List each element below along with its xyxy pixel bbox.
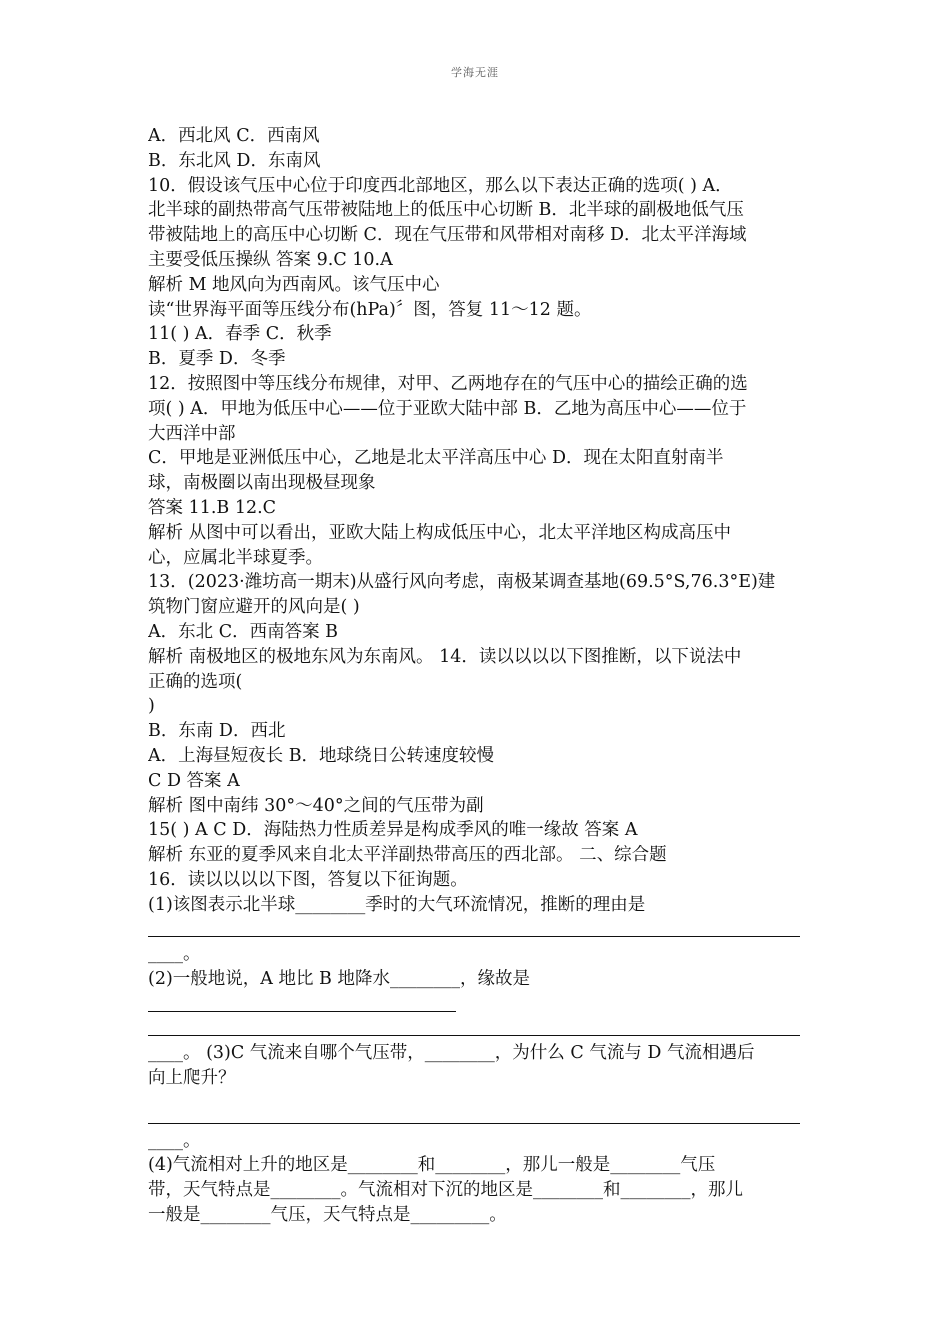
- text-line: ____。: [148, 1130, 201, 1151]
- text-line: B．东南 D．西北: [148, 721, 286, 742]
- text-line: 带，天气特点是________。气流相对下沉的地区是________和________，那儿: [148, 1180, 743, 1201]
- question-10-line: 10．假设该气压中心位于印度西北部地区，那么以下表达正确的选项( ) A．: [148, 175, 733, 196]
- text-line: 球，南极圈以南出现极昼现象: [148, 473, 376, 494]
- page-header-watermark: 学海无涯: [451, 66, 499, 79]
- question-15-line: 15( ) A C D．海陆热力性质差异是构成季风的唯一缘故 答案 A: [148, 820, 638, 841]
- sub-question-1-line: (1)该图表示北半球________季时的大气环流情况，推断的理由是: [148, 894, 646, 915]
- document-body: [148, 124, 803, 1228]
- sub-question-4-line: (4)气流相对上升的地区是________和________，那儿一般是________气压: [148, 1155, 716, 1176]
- question-16-line: 16．读以以以以下图，答复以下征询题。: [148, 869, 468, 890]
- sub-question-2-line: (2)一般地说，A 地比 B 地降水________，缘故是: [148, 969, 530, 990]
- question-11-line: 11( ) A．春季 C．秋季: [148, 324, 332, 345]
- text-line: A．上海昼短夜长 B．地球绕日公转速度较慢: [148, 745, 495, 766]
- text-line: C．甲地是亚洲低压中心，乙地是北太平洋高压中心 D．现在太阳直射南半: [148, 448, 724, 469]
- text-line: ): [148, 696, 155, 717]
- answer-blank-line[interactable]: [148, 992, 803, 1017]
- text-line: A．西北风 C．西南风: [148, 126, 320, 146]
- text-line: 一般是________气压，天气特点是_________。: [148, 1205, 507, 1226]
- answer-line: C D 答案 A: [148, 770, 240, 791]
- question-13-line: 13．(2023·潍坊高一期末)从盛行风向考虑，南极某调查基地(69.5°S,76.3°E)建: [148, 572, 776, 593]
- explanation-line: 解析 从图中可以看出，亚欧大陆上构成低压中心，北太平洋地区构成高压中: [148, 522, 732, 543]
- explanation-line: 解析 图中南纬 30°～40°之间的气压带为副: [148, 795, 484, 816]
- explanation-line: 解析 东亚的夏季风来自北太平洋副热带高压的西北部。 二、综合题: [148, 845, 667, 866]
- text-line: ____。: [148, 944, 201, 965]
- text-line: 大西洋中部: [148, 423, 236, 444]
- text-line: 心，应属北半球夏季。: [148, 547, 323, 568]
- explanation-line: 解析 南极地区的极地东风为东南风。 14．读以以以以下图推断，以下说法中: [148, 646, 742, 667]
- answer-blank-line[interactable]: [148, 1104, 803, 1129]
- text-line: B．东北风 D．东南风: [148, 150, 321, 171]
- answer-line: 答案 11.B 12.C: [148, 497, 277, 518]
- text-line: 项( ) A．甲地为低压中心——位于亚欧大陆中部 B．乙地为高压中心——位于: [148, 398, 747, 419]
- text-line: 读“世界海平面等压线分布(hPa)〞图，答复 11～12 题。: [148, 299, 592, 320]
- text-line: 带被陆地上的高压中心切断 C．现在气压带和风带相对南移 D．北太平洋海域: [148, 225, 747, 246]
- text-line: 正确的选项(: [148, 671, 243, 692]
- sub-question-3-line: ____。 (3)C 气流来自哪个气压带，________，为什么 C 气流与 D 气流相遇后: [148, 1043, 755, 1064]
- text-line: 筑物门窗应避开的风向是( ): [148, 597, 360, 618]
- answer-line: A．东北 C．西南答案 B: [148, 621, 339, 642]
- text-line: 向上爬升？: [148, 1068, 236, 1089]
- text-line: B．夏季 D．冬季: [148, 349, 286, 370]
- answer-blank-line[interactable]: [148, 1017, 803, 1042]
- answer-blank-line[interactable]: [148, 918, 803, 943]
- question-12-line: 12．按照图中等压线分布规律，对甲、乙两地存在的气压中心的描绘正确的选: [148, 373, 748, 394]
- answer-line: 主要受低压操纵 答案 9.C 10.A: [148, 249, 393, 270]
- explanation-line: 解析 M 地风向为西南风。该气压中心: [148, 274, 440, 295]
- text-line: 北半球的副热带高气压带被陆地上的低压中心切断 B．北半球的副极地低气压: [148, 200, 744, 221]
